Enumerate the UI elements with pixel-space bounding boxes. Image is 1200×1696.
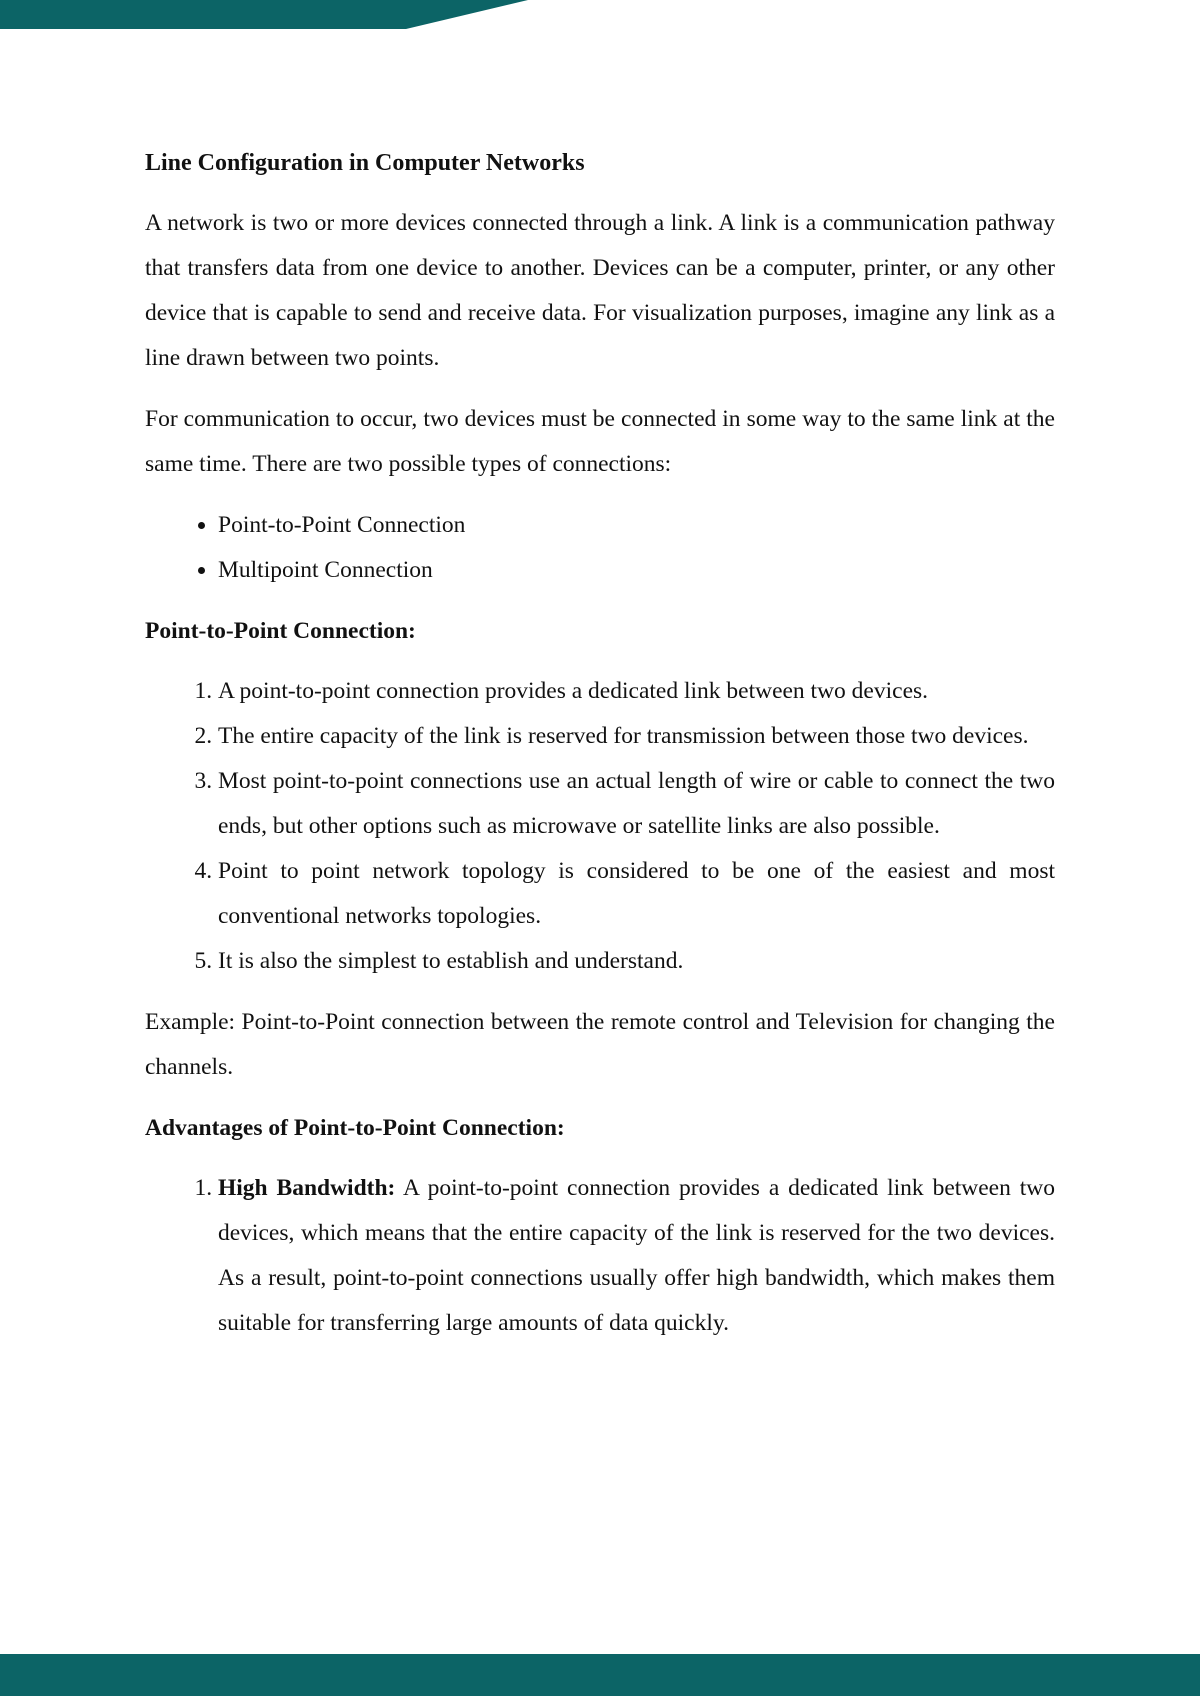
list-item: 4. Point to point network topology is considered to be one of the easiest and most conventional networks topologies. (218, 849, 1055, 939)
intro-paragraph: A network is two or more devices connected through a link. A link is a communication pathway that transfers data from one device to another. Devices can be a computer, printer, or any other device that is capable to send and receive data. For visualization purposes, imagine any link as a line drawn between two points. (145, 210, 1055, 371)
ptp-points-list (145, 669, 1055, 984)
list-item: 1. A point-to-point connection provides a dedicated link between two devices. (218, 669, 1055, 714)
section-heading-advantages: Advantages of Point-to-Point Connection: (145, 1115, 565, 1141)
advantage-text: A point-to-point connection provides a dedicated link between two devices, which means that the entire capacity of the link is reserved for the two devices. As a result, point-to-point connections usually offer high bandwidth, which makes them suitable for transferring large amounts of data quickly. (218, 1175, 1056, 1336)
header-accent-band (0, 0, 540, 29)
page-title: Line Configuration in Computer Networks (145, 150, 585, 176)
list-item: 5. It is also the simplest to establish and understand. (218, 939, 1055, 984)
section-heading-ptp: Point-to-Point Connection: (145, 618, 416, 644)
example-paragraph: Example: Point-to-Point connection between the remote control and Television for changing the channels. (145, 1009, 1055, 1080)
list-item: • Multipoint Connection (218, 548, 1055, 593)
list-item: • Point-to-Point Connection (218, 503, 1055, 548)
connection-types-list (145, 503, 1055, 593)
list-item: 3. Most point-to-point connections use an actual length of wire or cable to connect the two ends, but other options such as microwave or satellite links are also possible. (218, 759, 1055, 849)
list-item (218, 1166, 1055, 1346)
document-body (145, 141, 1055, 1362)
intro-paragraph: For communication to occur, two devices must be connected in some way to the same link at the same time. There are two possible types of connections: (145, 406, 1055, 477)
list-item: 2. The entire capacity of the link is reserved for transmission between those two devices. (218, 714, 1055, 759)
advantage-term: High Bandwidth: (218, 1175, 396, 1201)
advantages-list (145, 1166, 1055, 1346)
footer-accent-band (0, 1654, 1200, 1696)
